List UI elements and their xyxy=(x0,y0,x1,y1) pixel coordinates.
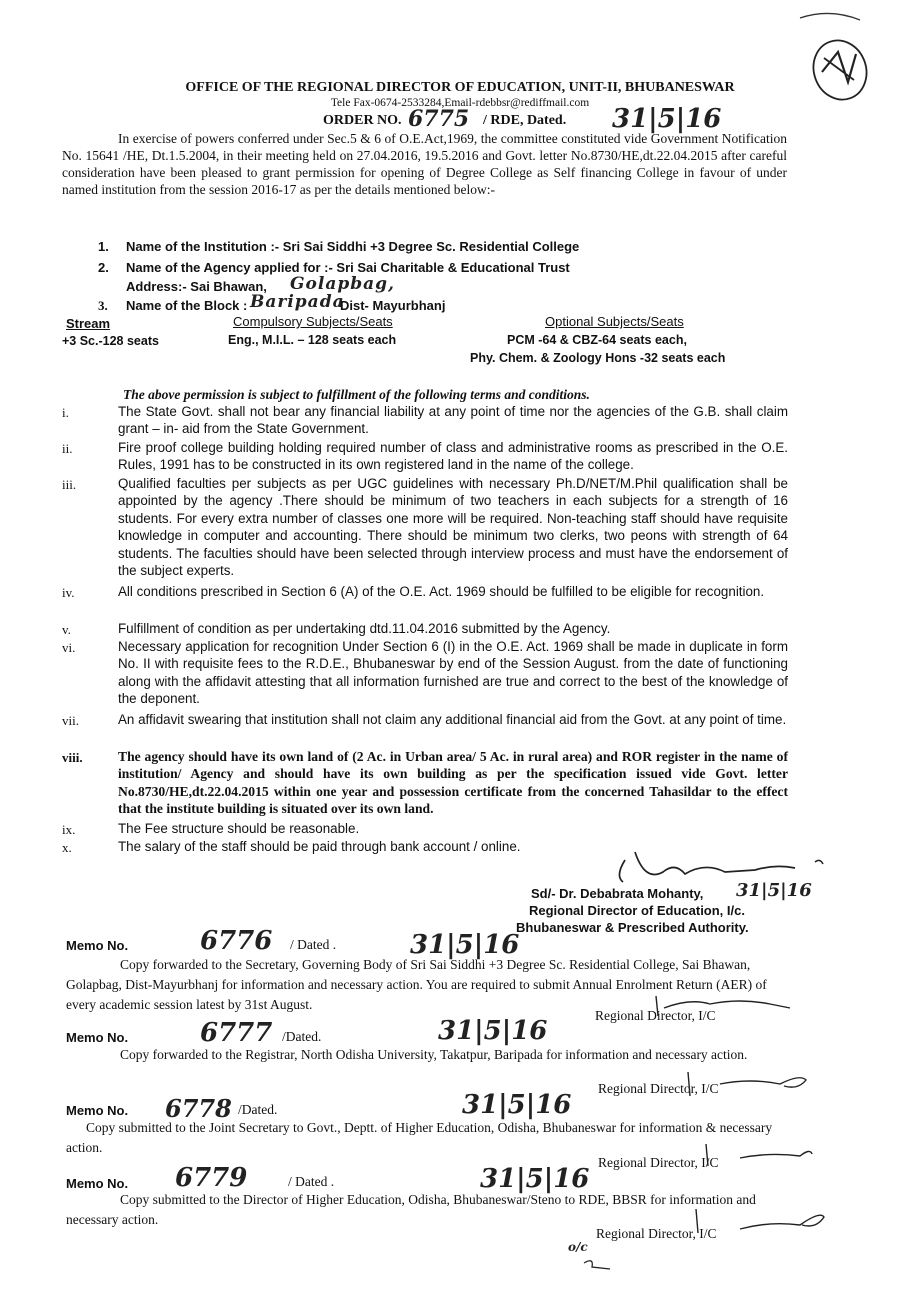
term-8: The agency should have its own land of (2 Ac. in Urban area/ 5 Ac. in rural area) and ROR register in the name of institution/ Agency and should have its own building as per the specification issued vide Govt. letter No.8730/HE,dt.22.04.2015 within one year and possession certificate from the concerned Tahasildar to the effect that the institute building is situated over its own land. xyxy=(118,749,788,817)
footer-initials: o/c xyxy=(568,1240,588,1254)
term-7-num: vii. xyxy=(62,713,79,728)
term-4-num: iv. xyxy=(62,585,75,600)
term-10: The salary of the staff should be paid through bank account / online. xyxy=(118,839,521,854)
seats-header-optional: Optional Subjects/Seats xyxy=(545,314,684,329)
memo-4-date: 31|5|16 xyxy=(480,1164,590,1194)
memo-1-dated-label: / Dated . xyxy=(290,937,337,952)
seats-optional-2: Phy. Chem. & Zoology Hons -32 seats each xyxy=(470,351,726,365)
term-6: Necessary application for recognition Under Section 6 (I) in the O.E. Act. 1969 shall be made in duplicate in form No. II with requisite fees to the R.D.E., Bhubaneswar by end of the Session August. from the date of functioning along with the affidavit attesting that all information furnished are true and correct to the best of the knowledge of the deponent. xyxy=(118,639,788,707)
intro-paragraph: In exercise of powers conferred under Sec.5 & 6 of O.E.Act,1969, the committee constituted vide Government Notification No. 15641 /HE, Dt.1.5.2004, in their meeting held on 27.04.2016, 19.5.2016 and Govt. letter No.8730/HE,dt.22.04.2015 after careful consideration have been pleased to grant permission for opening of Degree College as Self financing College in favour of under named institution from the session 2016-17 as per the details mentioned below:- xyxy=(62,131,787,197)
seats-header-compulsory: Compulsory Subjects/Seats xyxy=(233,314,393,329)
memo-2-text: Copy forwarded to the Registrar, North Odisha University, Takatpur, Baripada for information and necessary action. xyxy=(120,1047,748,1062)
term-1-num: i. xyxy=(62,405,69,420)
detail-address-handwritten: Golapbag, xyxy=(290,274,395,294)
memo-4-initials xyxy=(690,1205,830,1239)
memo-3-text: Copy submitted to the Joint Secretary to Govt., Deptt. of Higher Education, Odisha, Bhubaneswar for information & necessary action. xyxy=(66,1120,773,1155)
memo-4-number: 6779 xyxy=(175,1163,248,1193)
memo-2-number: 6777 xyxy=(200,1018,273,1048)
term-6-num: vi. xyxy=(62,640,76,655)
memo-2-dated-label: /Dated. xyxy=(282,1029,322,1044)
memo-1-label: Memo No. xyxy=(66,938,129,953)
term-8-num: viii. xyxy=(62,750,83,765)
term-5-num: v. xyxy=(62,622,71,637)
term-9: The Fee structure should be reasonable. xyxy=(118,821,360,836)
seats-compulsory: Eng., M.I.L. – 128 seats each xyxy=(228,333,397,347)
detail-3-num: 3. xyxy=(98,298,108,313)
order-dated-label: / RDE, Dated. xyxy=(483,113,567,128)
memo-1-initials xyxy=(650,990,800,1020)
detail-agency: Name of the Agency applied for :- Sri Sai Charitable & Educational Trust xyxy=(126,260,570,275)
memo-1-sign: Regional Director, I/C xyxy=(595,1008,716,1023)
memo-4-label: Memo No. xyxy=(66,1176,129,1191)
memo-2-sign: Regional Director, I/C xyxy=(598,1081,719,1096)
memo-3-number: 6778 xyxy=(165,1094,232,1123)
memo-2-label: Memo No. xyxy=(66,1030,129,1045)
terms-heading: The above permission is subject to fulfillment of the following terms and conditions. xyxy=(123,387,590,402)
signatory-name: Sd/- Dr. Debabrata Mohanty, xyxy=(531,886,704,901)
memo-3-date: 31|5|16 xyxy=(462,1090,572,1120)
memo-4-sign: Regional Director, I/C xyxy=(596,1226,717,1241)
signature-date: 31|5|16 xyxy=(736,880,812,901)
seats-header-stream: Stream xyxy=(66,316,111,331)
term-2-num: ii. xyxy=(62,441,73,456)
detail-district: Dist- Mayurbhanj xyxy=(340,298,446,313)
detail-institution: Name of the Institution :- Sri Sai Siddhi +3 Degree Sc. Residential College xyxy=(126,239,580,254)
contact-line: Tele Fax-0674-2533284,Email-rdebbsr@rediffmail.com xyxy=(330,97,590,109)
memo-2-date: 31|5|16 xyxy=(438,1016,548,1046)
order-label: ORDER NO. xyxy=(323,113,402,128)
memo-3-label: Memo No. xyxy=(66,1103,129,1118)
footer-scribble xyxy=(580,1255,620,1275)
memo-1-date: 31|5|16 xyxy=(410,930,520,960)
detail-block-handwritten: Baripada xyxy=(250,292,345,312)
detail-address: Address:- Sai Bhawan, xyxy=(126,279,267,294)
memo-4-text: Copy submitted to the Director of Higher Education, Odisha, Bhubaneswar/Steno to RDE, BBSR for information and necessary action. xyxy=(66,1192,756,1227)
memo-4-dated-label: / Dated . xyxy=(288,1174,335,1189)
memo-3-dated-label: /Dated. xyxy=(238,1102,278,1117)
signatory-authority: Bhubaneswar & Prescribed Authority. xyxy=(516,920,749,935)
memo-3-initials xyxy=(700,1140,820,1170)
order-number: 6775 xyxy=(408,106,470,132)
term-10-num: x. xyxy=(62,840,72,855)
term-7: An affidavit swearing that institution shall not claim any additional financial aid from the Govt. at any point of time. xyxy=(118,712,787,727)
memo-1-number: 6776 xyxy=(200,926,273,956)
term-2: Fire proof college building holding required number of class and administrative rooms as prescribed in the O.E. Rules, 1991 has to be constructed in its own registered land in the name of the college. xyxy=(118,440,788,473)
memo-2-initials xyxy=(680,1068,820,1102)
detail-block: Name of the Block : xyxy=(126,298,248,313)
term-4: All conditions prescribed in Section 6 (A) of the O.E. Act. 1969 should be fulfilled to be eligible for recognition. xyxy=(118,584,765,599)
memo-1-text: Copy forwarded to the Secretary, Governing Body of Sri Sai Siddhi +3 Degree Sc. Residential College, Sai Bhawan, Golapbag, Dist-Mayurbhanj for information and necessary action. You are required to submit Annual Enrolment Return (AER) of every academic session latest by 31st August. xyxy=(66,957,767,1012)
order-date: 31|5|16 xyxy=(612,104,722,134)
office-heading: OFFICE OF THE REGIONAL DIRECTOR OF EDUCATION, UNIT-II, BHUBANESWAR xyxy=(185,80,735,95)
seats-optional-1: PCM -64 & CBZ-64 seats each, xyxy=(507,333,687,347)
term-3-num: iii. xyxy=(62,477,77,492)
term-9-num: ix. xyxy=(62,822,76,837)
term-1: The State Govt. shall not bear any financial liability at any point of time nor the agencies of the G.B. shall claim grant – in- aid from the State Government. xyxy=(118,404,788,437)
detail-1-num: 1. xyxy=(98,239,109,254)
memo-3-sign: Regional Director, I/C xyxy=(598,1155,719,1170)
signatory-title: Regional Director of Education, I/c. xyxy=(529,903,745,918)
seats-stream: +3 Sc.-128 seats xyxy=(62,334,159,348)
detail-2-num: 2. xyxy=(98,260,109,275)
term-5: Fulfillment of condition as per undertaking dtd.11.04.2016 submitted by the Agency. xyxy=(118,621,611,636)
term-3: Qualified faculties per subjects as per UGC guidelines with necessary Ph.D/NET/M.Phil qualification shall be appointed by the agency .There should be minimum of two teachers in each subjects for a strength of 16 students. For every extra number of classes one more will be required. Non-teaching staff should have requisite knowledge in computer and accounting. There should be minimum two clerks, two peons with strength of 64 students. The faculties should have been selected through interview process and must have the endorsement of the subject experts. xyxy=(118,476,788,579)
